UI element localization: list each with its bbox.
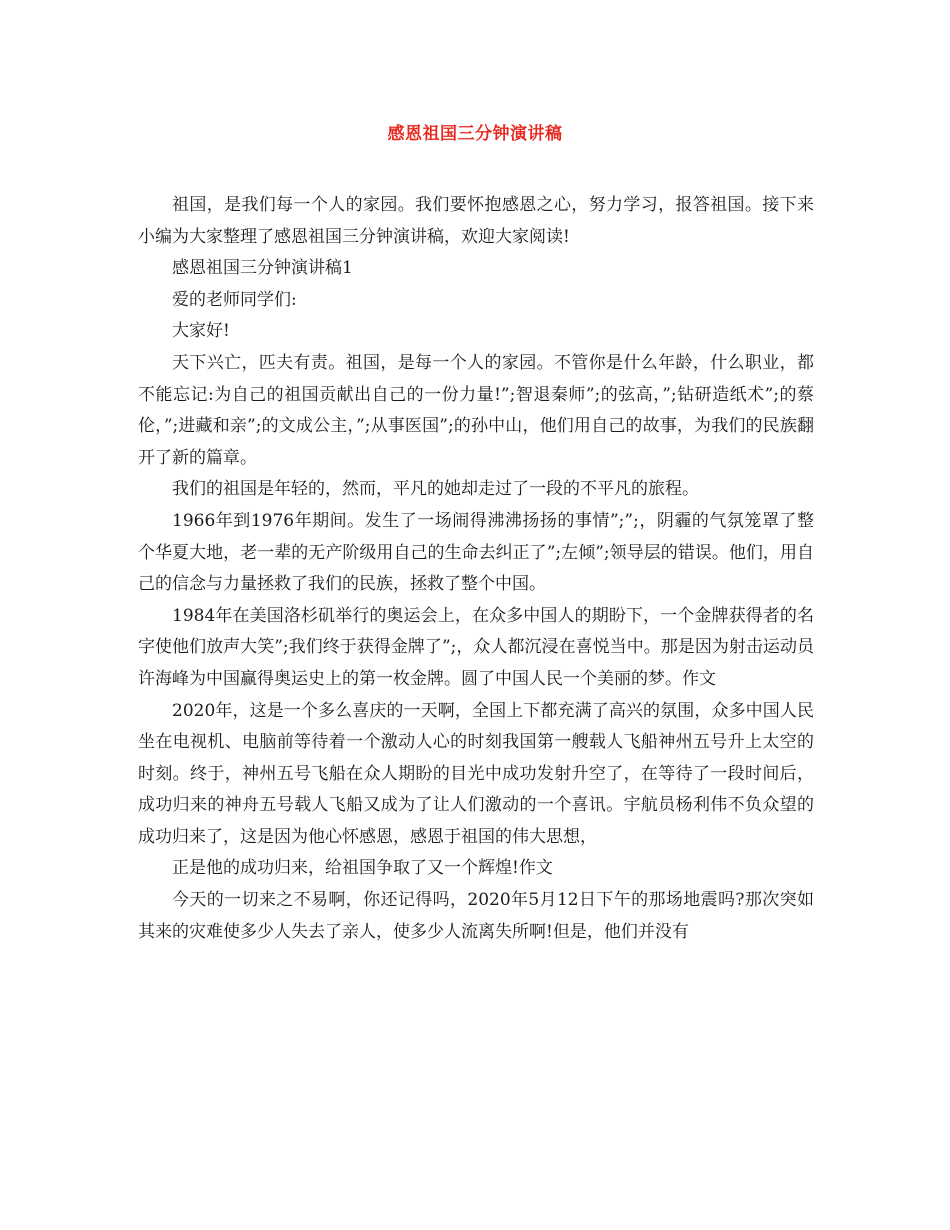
paragraph: 1984年在美国洛杉矶举行的奥运会上，在众多中国人的期盼下，一个金牌获得者的名字使他们放声大笑”;我们终于获得金牌了”;，众人都沉浸在喜悦当中。那是因为射击运动员许海峰为中国赢得奥运史上的第一枚金牌。圆了中国人民一个美丽的梦。作文: [138, 605, 814, 689]
paragraph: 我们的祖国是年轻的，然而，平凡的她却走过了一段的不平凡的旅程。: [172, 479, 699, 500]
paragraph: 天下兴亡，匹夫有责。祖国，是每一个人的家园。不管你是什么年龄，什么职业，都不能忘记:为自己的祖国贡献出自己的一份力量!”;智退秦师”;的弦高，”;钻研造纸术”;的蔡伦，”;进藏和亲”;的文成公主，”;从事医国”;的孙中山，他们用自己的故事，为我们的民族翻开了新的篇章。: [138, 352, 814, 468]
paragraph-greeting: 大家好!: [172, 321, 230, 342]
paragraph: 今天的一切来之不易啊，你还记得吗，2020年5月12日下午的那场地震吗?那次突如其来的灾难使多少人失去了亲人，使多少人流离失所啊!但是，他们并没有: [138, 890, 814, 942]
paragraph: 2020年，这是一个多么喜庆的一天啊，全国上下都充满了高兴的氛围，众多中国人民坐在电视机、电脑前等待着一个激动人心的时刻我国第一艘载人飞船神州五号升上太空的时刻。终于，神州五号飞船在众人期盼的目光中成功发射升空了，在等待了一段时间后，成功归来的神舟五号载人飞船又成为了让人们激动的一个喜讯。宇航员杨利伟不负众望的成功归来了，这是因为他心怀感恩，感恩于祖国的伟大思想，: [138, 700, 814, 847]
document-title: 感恩祖国三分钟演讲稿: [387, 124, 563, 144]
paragraph-salutation: 爱的老师同学们:: [172, 289, 297, 310]
paragraph-subtitle: 感恩祖国三分钟演讲稿1: [172, 258, 353, 279]
paragraph-intro: 祖国，是我们每一个人的家园。我们要怀抱感恩之心，努力学习，报答祖国。接下来小编为大家整理了感恩祖国三分钟演讲稿，欢迎大家阅读!: [138, 195, 814, 247]
document-body: [138, 190, 814, 948]
paragraph: 1966年到1976年期间。发生了一场闹得沸沸扬扬的事情”;”;，阴霾的气氛笼罩了整个华夏大地，老一辈的无产阶级用自己的生命去纠正了”;左倾”;领导层的错误。他们，用自己的信念与力量拯救了我们的民族，拯救了整个中国。: [138, 510, 814, 595]
paragraph: 正是他的成功归来，给祖国争取了又一个辉煌!作文: [172, 858, 553, 879]
